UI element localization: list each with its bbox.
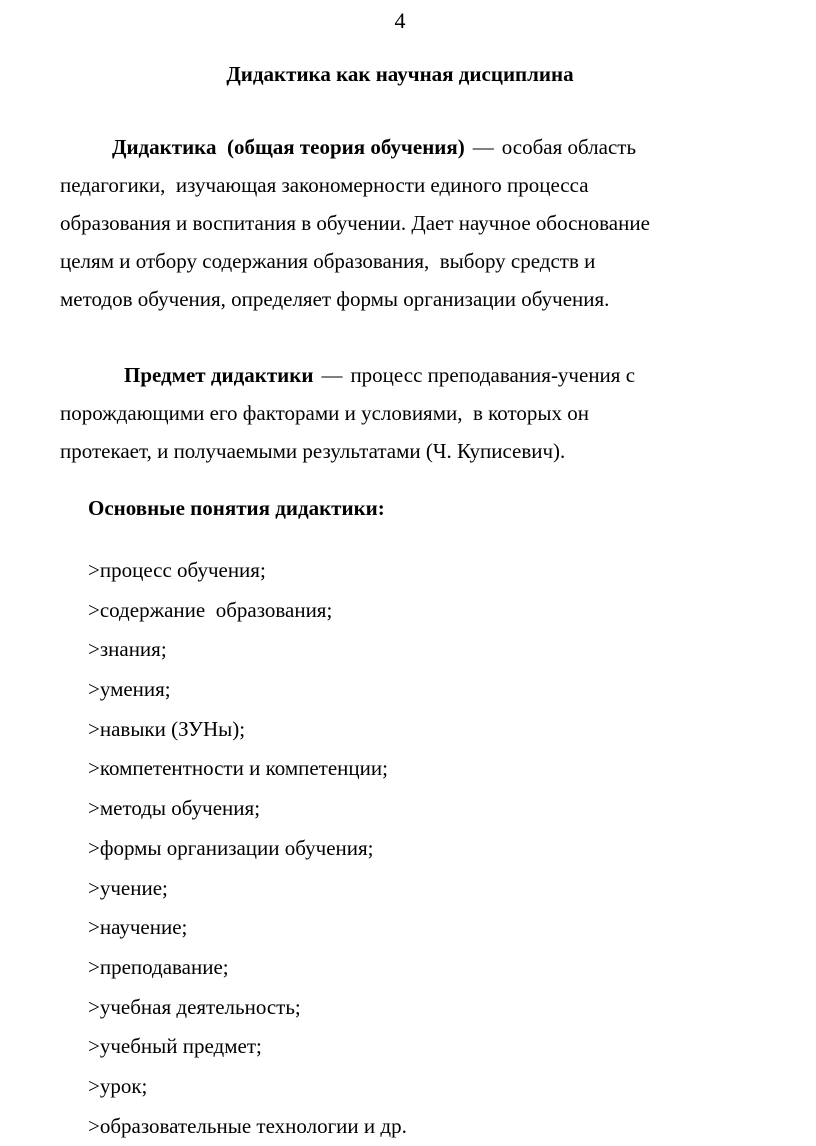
concept-item: >образовательные технологии и др. bbox=[88, 1113, 407, 1138]
page-number: 4 bbox=[394, 8, 406, 33]
subject-term: Предмет дидактики bbox=[124, 363, 314, 387]
concept-item: >формы организации обучения; bbox=[88, 835, 374, 860]
subject-line-1-text: процесс преподавания-учения с bbox=[350, 363, 636, 387]
subject-line-2: порождающими его факторами и условиями, в которых он bbox=[60, 401, 590, 425]
concept-item: >учение; bbox=[88, 875, 168, 900]
concept-item: >научение; bbox=[88, 915, 188, 940]
definition-line-1 bbox=[60, 128, 760, 166]
definition-term: Дидактика bbox=[112, 135, 217, 159]
concept-item: >процесс обучения; bbox=[88, 558, 266, 582]
concept-item: >методы обучения; bbox=[88, 796, 261, 821]
concept-item: >урок; bbox=[88, 1073, 148, 1098]
definition-line-4: целям и отбору содержания образования, выбору средств и bbox=[60, 249, 596, 273]
definition-line-2: педагогики, изучающая закономерности единого процесса bbox=[60, 173, 589, 197]
concepts-list bbox=[88, 551, 407, 1146]
concept-item: >учебная деятельность; bbox=[88, 994, 301, 1019]
definition-paragraph bbox=[60, 128, 760, 318]
definition-line-3: образования и воспитания в обучении. Дает научное обоснование bbox=[60, 211, 650, 235]
definition-term-gap bbox=[216, 135, 227, 159]
page-title: Дидактика как научная дисциплина bbox=[226, 62, 574, 86]
concept-item: >учебный предмет; bbox=[88, 1034, 262, 1059]
concept-item: >умения; bbox=[88, 677, 171, 702]
subject-paragraph bbox=[60, 356, 760, 470]
subject-dash: — bbox=[321, 363, 343, 387]
subject-line-1 bbox=[60, 356, 760, 394]
subject-line-3: протекает, и получаемыми результатами (Ч. Куписевич). bbox=[60, 439, 566, 463]
concept-item: >преподавание; bbox=[88, 954, 229, 979]
definition-term-note: (общая теория обучения) bbox=[226, 135, 465, 159]
concepts-heading: Основные понятия дидактики: bbox=[88, 496, 385, 520]
concept-item: >знания; bbox=[88, 637, 167, 662]
concept-item: >навыки (ЗУНы); bbox=[88, 716, 246, 741]
concept-item: >содержание образования; bbox=[88, 597, 333, 622]
definition-dash: — bbox=[472, 135, 494, 159]
concept-item: >компетентности и компетенции; bbox=[88, 756, 388, 781]
definition-line-1-text: особая область bbox=[501, 135, 637, 159]
definition-line-5: методов обучения, определяет формы организации обучения. bbox=[60, 287, 610, 311]
